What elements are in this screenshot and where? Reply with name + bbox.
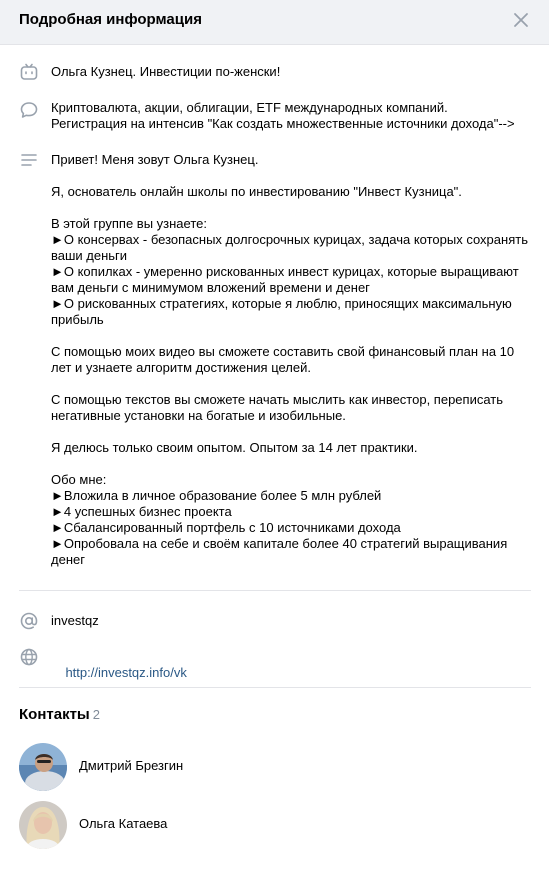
- status-text: Ольга Кузнец. Инвестиции по-женски!: [51, 64, 281, 79]
- description-line: С помощью текстов вы сможете начать мыслить как инвестор, переписать негативные установки на богатые и изобильные.: [51, 392, 503, 423]
- screen-name: investqz: [51, 613, 99, 628]
- description-line: ►О консервах - безопасных долгосрочных курицах, задача которых сохранять ваши деньги: [51, 232, 528, 263]
- description-line: В этой группе вы узнаете:: [51, 216, 207, 231]
- website-link[interactable]: http://investqz.info/vk: [65, 665, 187, 680]
- contact-item[interactable]: [19, 743, 531, 791]
- description-line: ►Опробовала на себе и своём капитале более 40 стратегий выращивания денег: [51, 536, 508, 567]
- contact-name[interactable]: Ольга Катаева: [79, 816, 168, 831]
- description-line: Я, основатель онлайн школы по инвестированию "Инвест Кузница".: [51, 184, 462, 199]
- text-lines-icon: [19, 150, 39, 170]
- message-icon: [19, 100, 39, 120]
- paragraph-gap: [51, 168, 536, 184]
- close-icon: [511, 10, 531, 30]
- close-button[interactable]: [511, 10, 531, 30]
- description-line: Обо мне:: [51, 472, 107, 487]
- paragraph-gap: [51, 376, 536, 392]
- avatar[interactable]: [19, 743, 67, 791]
- short-description-text: Криптовалюта, акции, облигации, ETF международных компаний. Регистрация на интенсив "Как создать множественные источники дохода"-->: [51, 100, 515, 131]
- description-line: С помощью моих видео вы сможете составить свой финансовый план на 10 лет и узнаете алгоритм достижения целей.: [51, 344, 515, 375]
- contacts-heading: [19, 706, 100, 723]
- divider: [19, 590, 531, 591]
- paragraph-gap: [51, 200, 536, 216]
- description-line: ►Вложила в личное образование более 5 млн рублей: [51, 488, 382, 503]
- paragraph-gap: [51, 424, 536, 440]
- description-line: ►Сбалансированный портфель с 10 источниками дохода: [51, 520, 401, 535]
- paragraph-gap: [51, 328, 536, 344]
- website-row: [0, 647, 549, 680]
- contact-name[interactable]: Дмитрий Брезгин: [79, 758, 184, 773]
- short-description-row: [0, 98, 549, 134]
- status-row: [0, 62, 549, 82]
- description-line: ►О рискованных стратегиях, которые я люблю, приносящих максимальную прибыль: [51, 296, 512, 327]
- screen-name-row: [0, 611, 549, 631]
- description-line: ►О копилках - умеренно рискованных инвест курицах, которые выращивают вам деньги с минимумом вложений времени и денег: [51, 264, 519, 295]
- contacts-title: Контакты: [19, 706, 90, 723]
- globe-icon: [19, 647, 39, 667]
- avatar[interactable]: [19, 801, 67, 849]
- status-icon: [19, 62, 39, 82]
- modal-title: Подробная информация: [19, 11, 202, 28]
- full-description: [51, 152, 536, 568]
- description-line: Я делюсь только своим опытом. Опытом за 14 лет практики.: [51, 440, 418, 455]
- paragraph-gap: [51, 456, 536, 472]
- contacts-count: 2: [92, 707, 100, 722]
- description-line: Привет! Меня зовут Ольга Кузнец.: [51, 152, 259, 167]
- contact-item[interactable]: [19, 801, 531, 849]
- description-line: ►4 успешных бизнес проекта: [51, 504, 232, 519]
- divider: [19, 687, 531, 688]
- at-sign-icon: [19, 611, 39, 631]
- modal-header: [0, 0, 549, 45]
